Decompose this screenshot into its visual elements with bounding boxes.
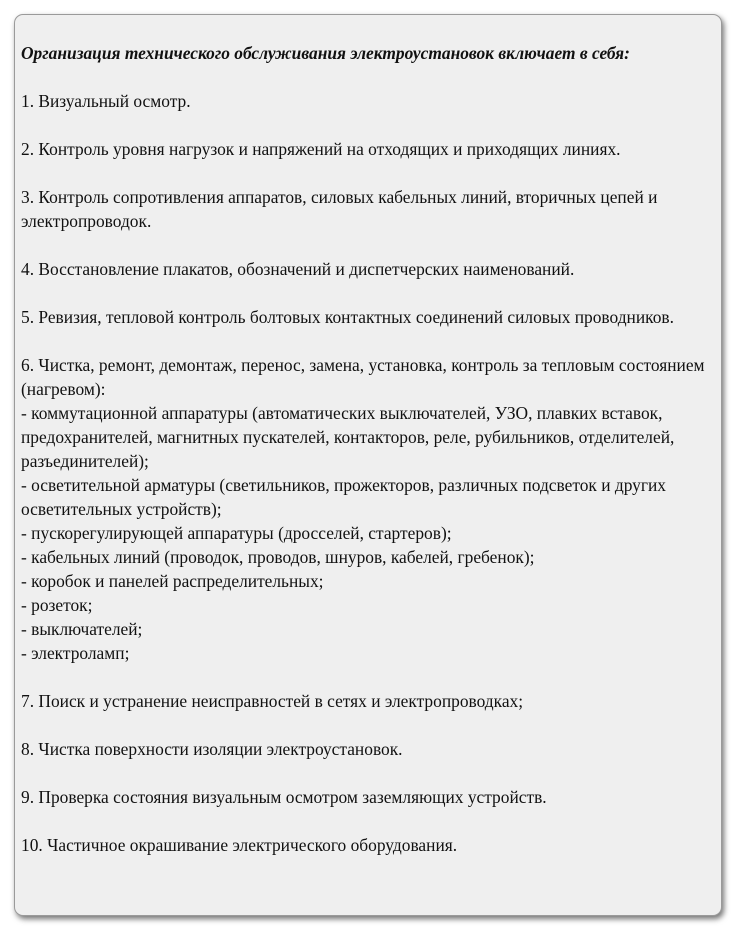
list-item-text: 3. Контроль сопротивления аппаратов, силовых кабельных линий, вторичных цепей и электропроводок.	[21, 187, 658, 231]
list-item	[21, 89, 721, 113]
page-title: Организация технического обслуживания электроустановок включает в себя:	[21, 43, 630, 63]
list-item-text: 10. Частичное окрашивание электрического оборудования.	[21, 835, 458, 855]
list-subitem-text: - осветительной арматуры (светильников, прожекторов, различных подсветок и других осветительных устройств);	[21, 475, 666, 519]
list-item-text: 4. Восстановление плакатов, обозначений и диспетчерских наименований.	[21, 259, 575, 279]
list-subitem-text: - выключателей;	[21, 619, 143, 639]
list-item	[21, 185, 721, 233]
list-subitem-text: - коробок и панелей распределительных;	[21, 571, 324, 591]
list-subitem-text: - электроламп;	[21, 643, 130, 663]
list-subitem-text: - кабельных линий (проводок, проводов, шнуров, кабелей, гребенок);	[21, 547, 535, 567]
maintenance-list	[21, 89, 721, 857]
list-item-text: 7. Поиск и устранение неисправностей в сетях и электропроводках;	[21, 691, 524, 711]
list-item	[21, 353, 721, 665]
list-item	[21, 785, 721, 809]
list-item-text: 2. Контроль уровня нагрузок и напряжений на отходящих и приходящих линиях.	[21, 139, 621, 159]
list-item	[21, 689, 721, 713]
list-item-text: 1. Визуальный осмотр.	[21, 91, 191, 111]
list-item-text: 8. Чистка поверхности изоляции электроустановок.	[21, 739, 403, 759]
list-item	[21, 257, 721, 281]
content-card	[14, 14, 722, 916]
list-item-text: 6. Чистка, ремонт, демонтаж, перенос, замена, установка, контроль за тепловым состоянием (нагревом):	[21, 355, 705, 399]
list-item	[21, 833, 721, 857]
list-subitem-text: - розеток;	[21, 595, 93, 615]
list-subitem-text: - коммутационной аппаратуры (автоматических выключателей, УЗО, плавких вставок, предохранителей, магнитных пускателей, контакторов, реле, рубильников, отделителей, разъединителей);	[21, 403, 675, 471]
list-item	[21, 137, 721, 161]
list-item-text: 5. Ревизия, тепловой контроль болтовых контактных соединений силовых проводников.	[21, 307, 674, 327]
list-subitem-text: - пускорегулирующей аппаратуры (дросселей, стартеров);	[21, 523, 452, 543]
list-item	[21, 305, 721, 329]
list-item	[21, 737, 721, 761]
list-item-text: 9. Проверка состояния визуальным осмотром заземляющих устройств.	[21, 787, 547, 807]
